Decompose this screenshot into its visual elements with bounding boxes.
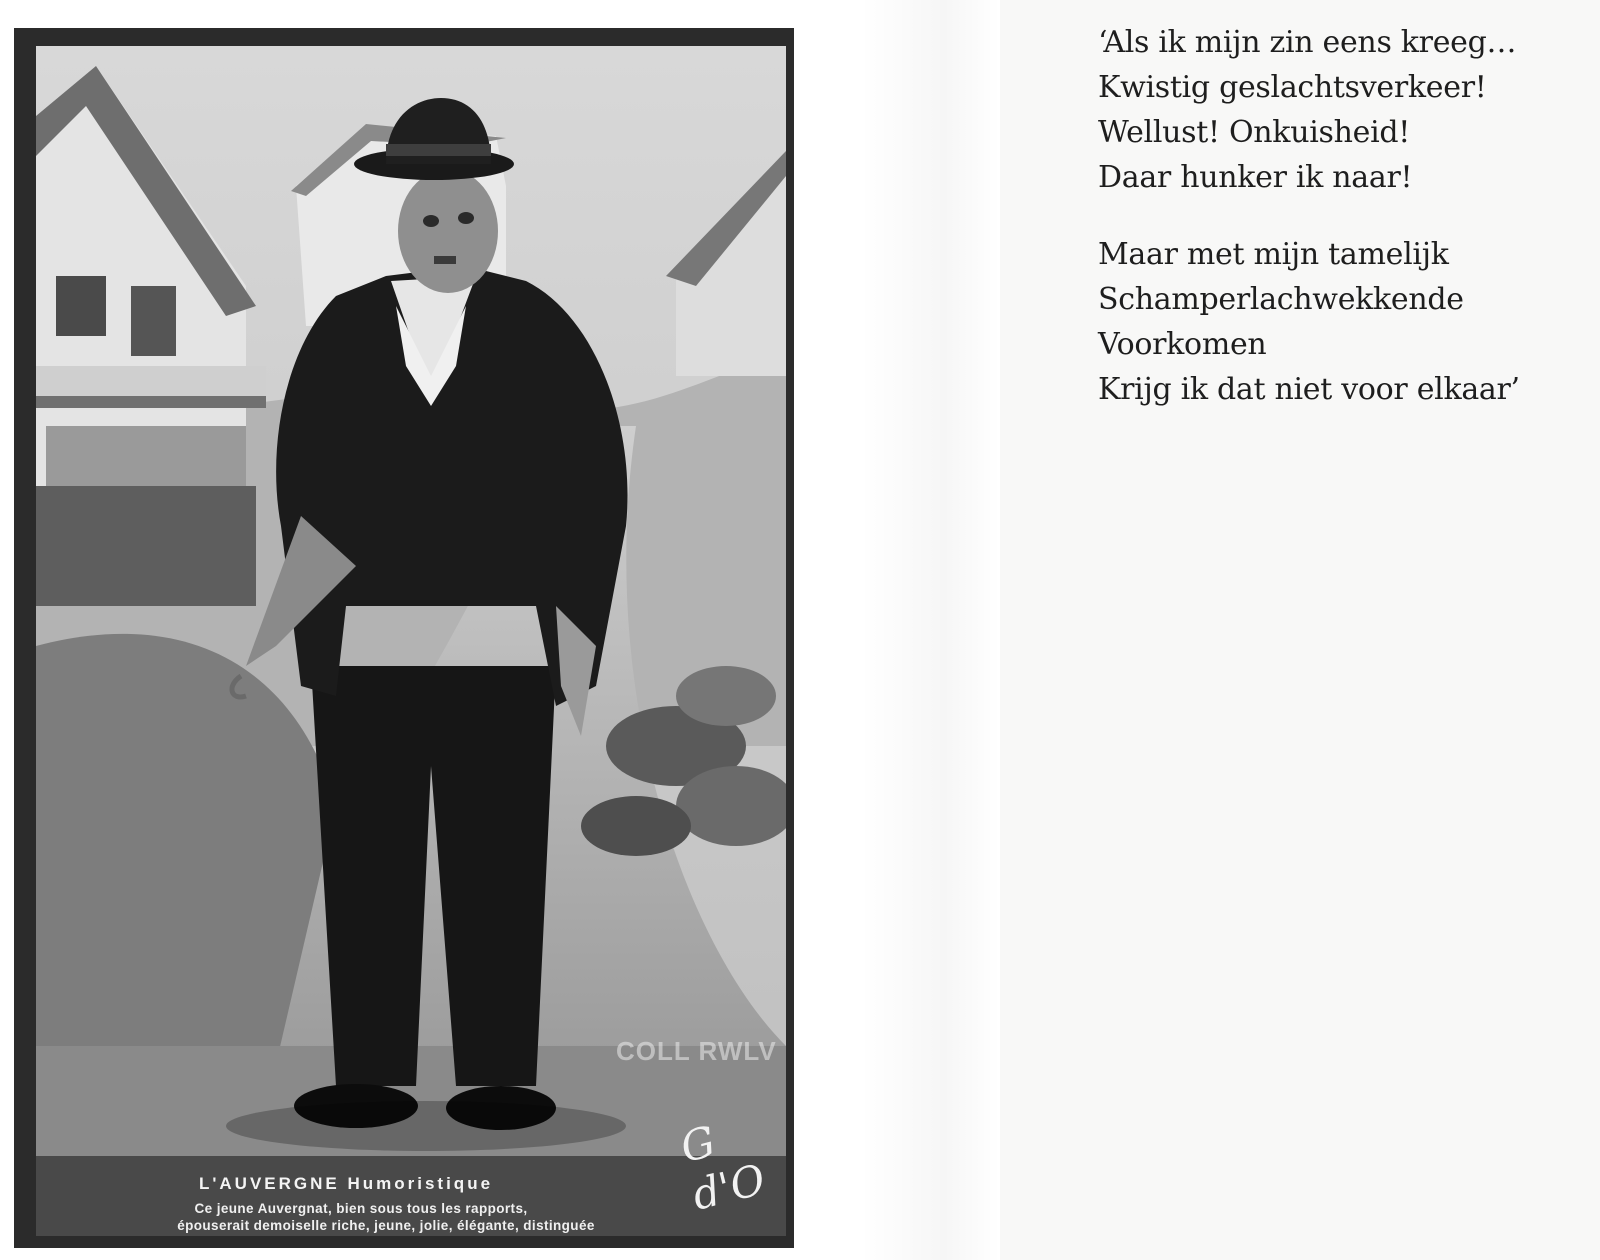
publisher-signature: G d'O [675,1116,771,1220]
poem-line: Voorkomen [1098,327,1267,362]
poem-line: Kwistig geslachtsverkeer! [1098,70,1487,105]
poem-line: ‘Als ik mijn zin eens kreeg… [1098,25,1517,60]
poem-line: Maar met mijn tamelijk [1098,237,1449,272]
postcard [14,28,794,1248]
collection-watermark: COLL RWLV [616,1036,777,1066]
page-gutter [860,0,1000,1260]
postcard-caption-line-2: épouserait demoiselle riche, jeune, jolie, élégante, distinguée [177,1218,595,1233]
poem-stanza-2 [1098,232,1578,412]
poem-line: Krijg ik dat niet voor elkaar’ [1098,372,1520,407]
poem-line: Daar hunker ik naar! [1098,160,1413,195]
poem-line: Wellust! Onkuisheid! [1098,115,1411,150]
poem-stanza-1 [1098,20,1578,200]
poem-line: Schamperlachwekkende [1098,282,1464,317]
poem [1098,20,1578,444]
postcard-title: L'AUVERGNE Humoristique [198,1174,494,1193]
postcard-photo [36,46,786,1236]
postcard-caption-line-1: Ce jeune Auvergnat, bien sous tous les rapports, [194,1201,528,1216]
